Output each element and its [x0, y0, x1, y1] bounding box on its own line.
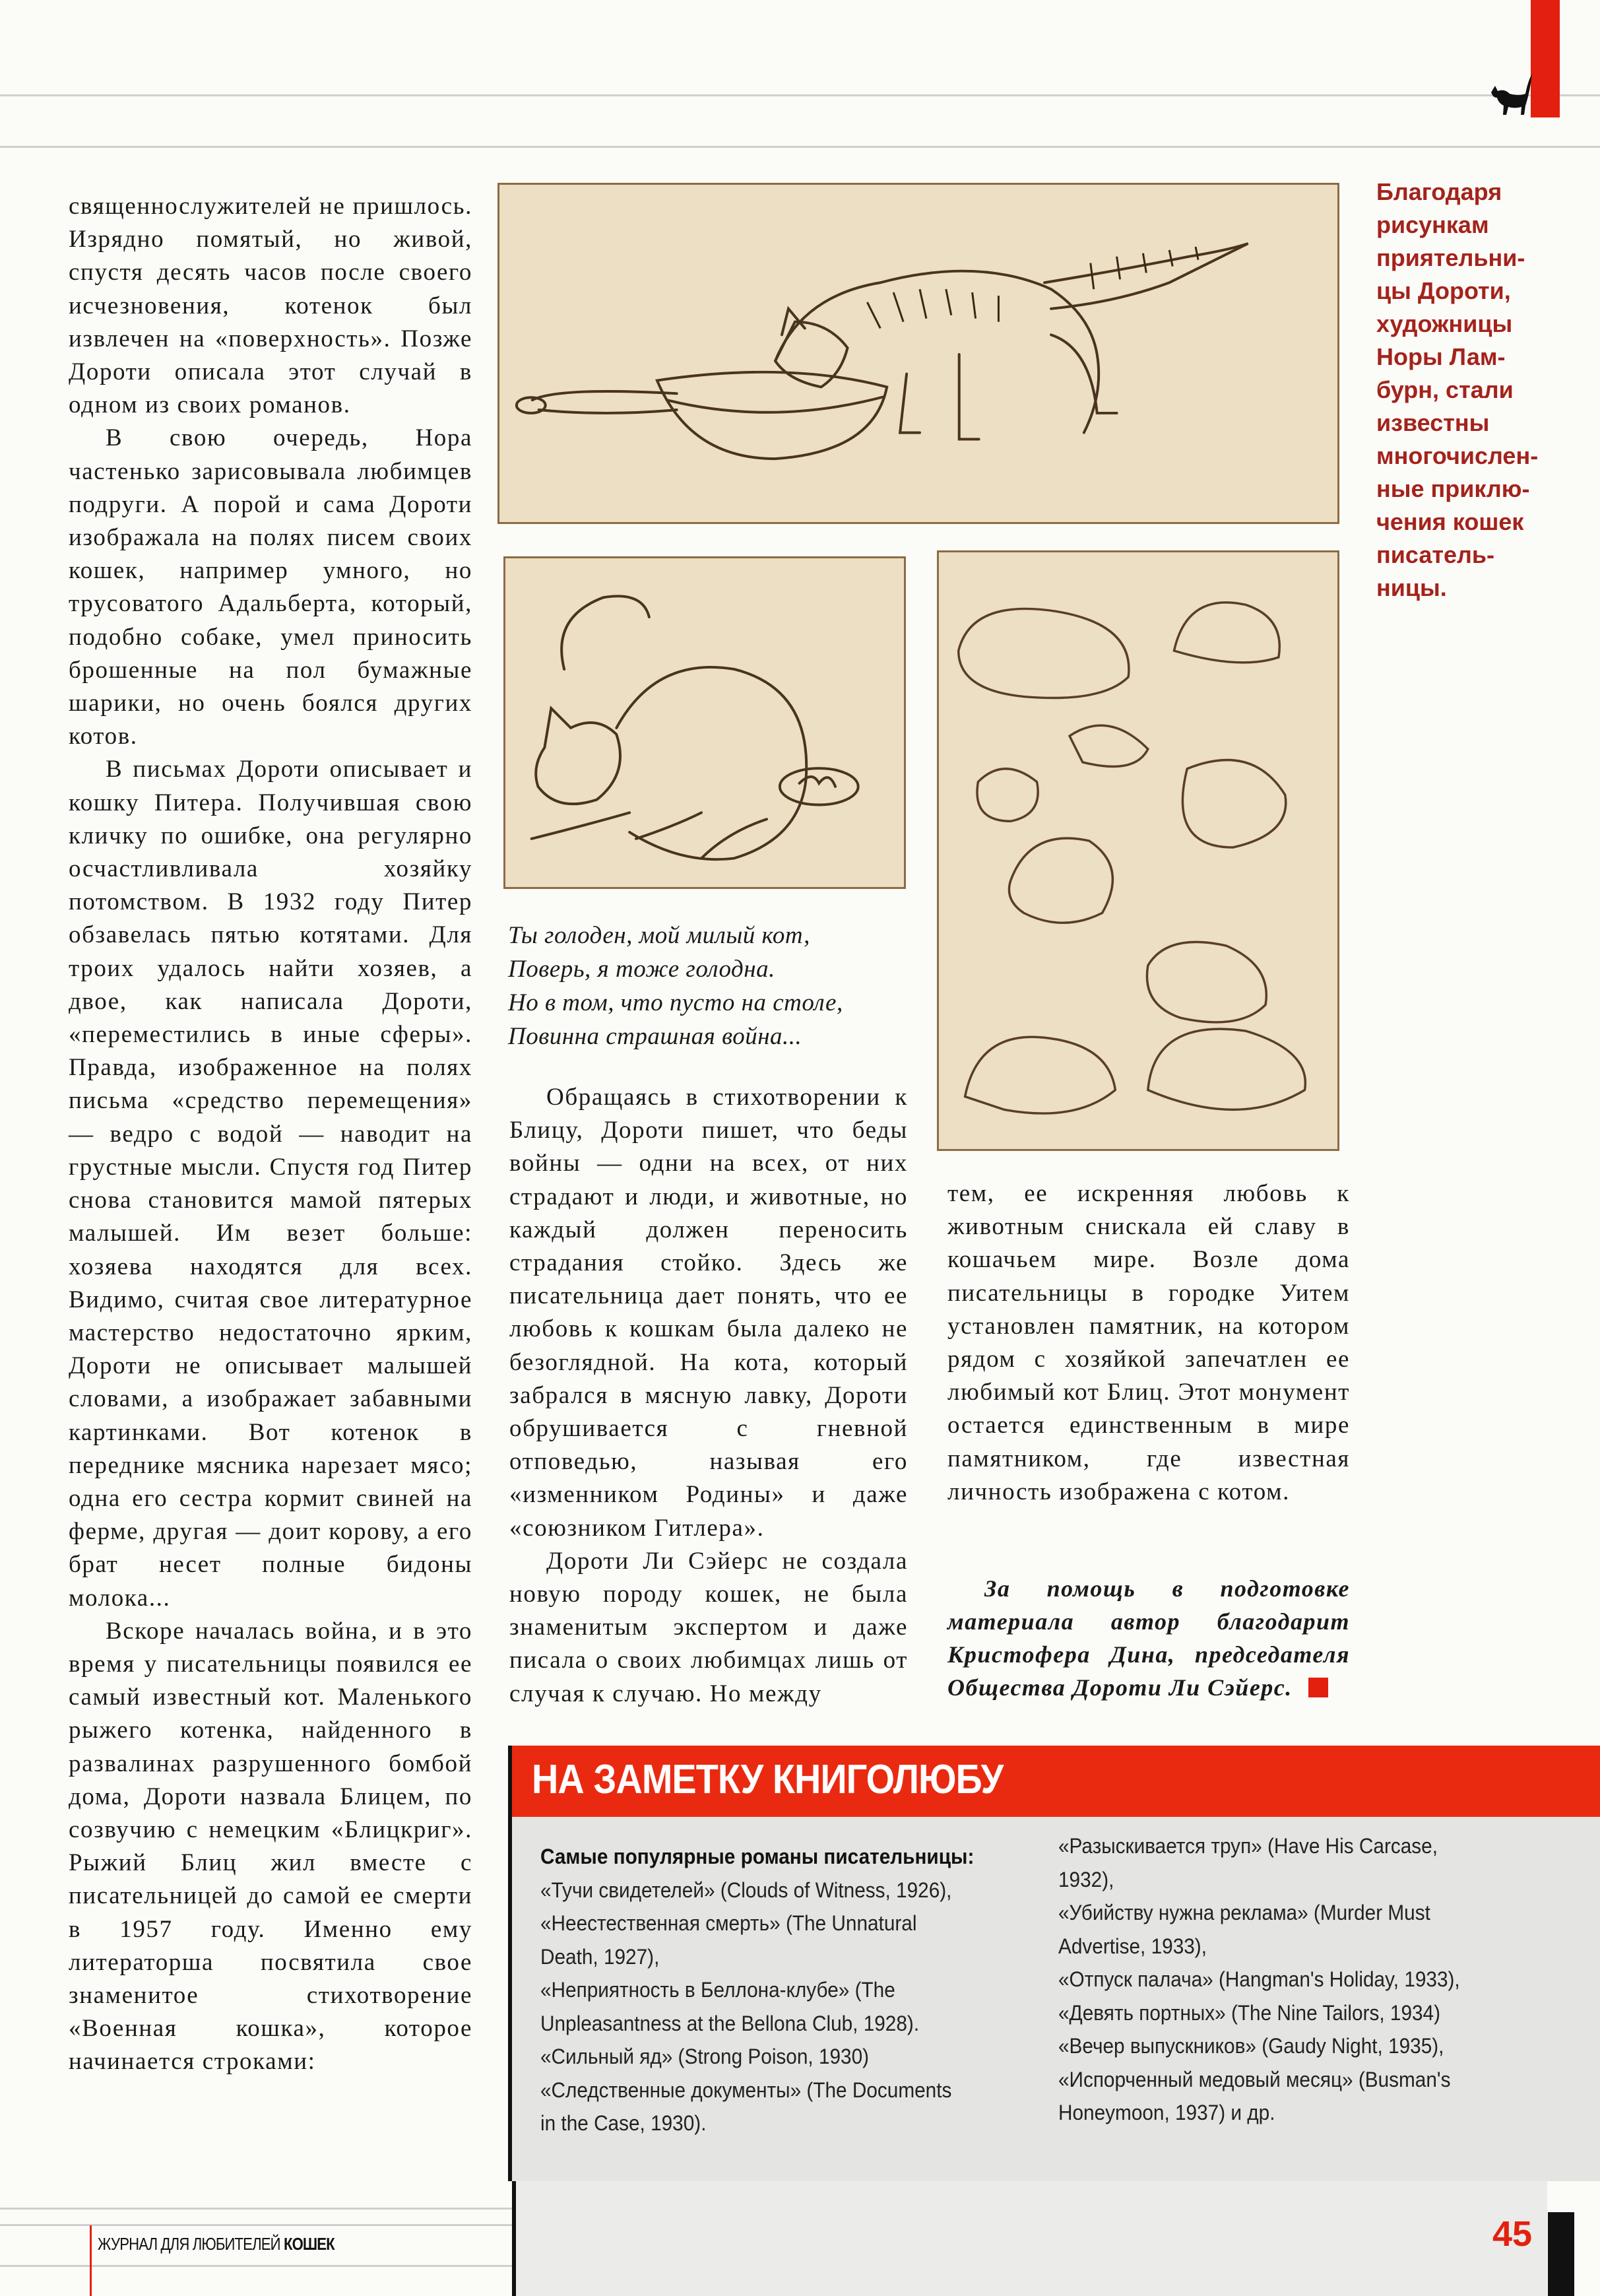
- illustration-cat-eating: [497, 183, 1339, 524]
- illustration-sleeping-cats: [937, 550, 1339, 1151]
- caption-line: известны: [1376, 409, 1490, 436]
- novel-list-right: [1058, 1829, 1460, 2130]
- article-paragraph: В свою очередь, Нора частенько зарисовывала любимцев подруги. А порой и сама Дороти изображала на полях писем своих кошек, например умного, но трусоватого Адальберта, который, подобно собаке, умел приносить брошенные на пол бумажные шарики, но очень боялся других котов.: [69, 424, 472, 750]
- cat-silhouette-icon: [1486, 66, 1539, 119]
- caption-line: Норы Лам-: [1376, 343, 1506, 370]
- poem-line: Поверь, я тоже голодна.: [508, 956, 775, 983]
- caption-line: бурн, стали: [1376, 376, 1514, 403]
- novel-list-line: «Тучи свидетелей» (Clouds of Witness, 1926),: [540, 1878, 952, 1902]
- end-mark-icon: [1308, 1678, 1328, 1697]
- novel-list-line: Unpleasantness at the Bellona Club, 1928).: [540, 2011, 920, 2035]
- footer-rule: [0, 2208, 512, 2210]
- novel-list-line: Honeymoon, 1937) и др.: [1058, 2101, 1275, 2124]
- novel-list-line: «Испорченный медовый месяц» (Busman's: [1058, 2067, 1451, 2091]
- article-left-column: [69, 190, 472, 2079]
- caption-line: художницы: [1376, 310, 1513, 337]
- caption-line: ные приклю-: [1376, 475, 1530, 502]
- magazine-name: [98, 2234, 335, 2254]
- page-number: 45: [1492, 2214, 1533, 2254]
- page-tab: [1548, 2212, 1574, 2296]
- novel-list-line: 1932),: [1058, 1867, 1114, 1891]
- poem-line: Повинна страшная война...: [508, 1023, 802, 1050]
- caption-line: чения кошек: [1376, 508, 1524, 535]
- poem-line: Ты голоден, мой милый кот,: [508, 922, 810, 949]
- article-paragraph: священнослужителей не пришлось. Изрядно помятый, но живой, спустя десять часов после своего исчезновения, котенок был извлечен на «поверхность». Позже Дороти описала этот случай в одном из своих романов.: [69, 193, 472, 419]
- footer-texture: [516, 2181, 1547, 2296]
- novel-list-line: «Разыскивается труп» (Have His Carcase,: [1058, 1834, 1438, 1858]
- novel-list-heading: Самые популярные романы писательницы:: [540, 1845, 975, 1868]
- novel-list-line: «Вечер выпускников» (Gaudy Night, 1935),: [1058, 2034, 1444, 2058]
- novel-list-left: [540, 1840, 974, 2140]
- caption-line: многочислен-: [1376, 442, 1539, 469]
- article-paragraph: В письмах Дороти описывает и кошку Питера. Получившая свою кличку по ошибке, она регулярно осчастливливала хозяйку потомством. В 1932 году Питер обзавелась пятью котятами. Для троих удалось найти хозяев, а двое, как написала Дороти, «переместились в иные сферы». Правда, изображенное на полях письма «средство перемещения» — ведро с водой — наводит на грустные мысли. Спустя год Питер снова становится мамой пятерых малышей. Им везет больше: хозяева находятся для всех. Видимо, считая свое литературное мастерство недостаточно ярким, Дороти не описывает малышей словами, а изображает забавными картинками. Вот котенок в переднике мясника нарезает мясо; одна его сестра кормит свиней на ферме, другая — доит корову, а его брат несет полные бидоны молока...: [69, 756, 472, 1612]
- image-caption: [1376, 176, 1574, 605]
- article-paragraph: Вскоре началась война, и в это время у писательницы появился ее самый известный кот. Маленького рыжего котенка, найденного в развалинах разрушенного бомбой дома, Дороти назвала Блицем, по созвучию с немецким «Блицкриг». Рыжий Блиц жил вместе с писательницей до самой ее смерти в 1957 году. Именно ему литераторша посвятила свое знаменитое стихотворение «Военная кошка», которое начинается строками:: [69, 1617, 472, 2076]
- novel-list-line: «Отпуск палача» (Hangman's Holiday, 1933),: [1058, 1967, 1460, 1991]
- novel-list-line: «Убийству нужна реклама» (Murder Must: [1058, 1901, 1430, 1924]
- novel-list-line: in the Case, 1930).: [540, 2111, 707, 2135]
- poem-line: Но в том, что пусто на столе,: [508, 989, 843, 1016]
- novel-list-line: «Следственные документы» (The Documents: [540, 2078, 952, 2102]
- illustration-crouching-cat: [503, 556, 906, 889]
- caption-line: цы Дороти,: [1376, 277, 1511, 304]
- header-rule: [0, 94, 1600, 96]
- header-rule: [0, 146, 1600, 148]
- box-title: НА ЗАМЕТКУ КНИГОЛЮБУ: [532, 1757, 1004, 1802]
- caption-line: писатель-: [1376, 541, 1494, 568]
- novel-list-line: «Сильный яд» (Strong Poison, 1930): [540, 2045, 870, 2068]
- booklover-note-box: [508, 1746, 1600, 2181]
- article-paragraph: тем, ее искренняя любовь к животным снискала ей славу в кошачьем мире. Возле дома писательницы в городке Уитем установлен памятник, на котором рядом с хозяйкой запечатлен ее любимый кот Блиц. Этот монумент остается единственным в мире памятником, где известная личность изображена с котом.: [947, 1180, 1350, 1505]
- caption-line: приятельни-: [1376, 244, 1525, 271]
- novel-list-line: «Неестественная смерть» (The Unnatural: [540, 1911, 917, 1935]
- novel-list-line: Death, 1927),: [540, 1944, 660, 1969]
- magazine-name-prefix: ЖУРНАЛ ДЛЯ ЛЮБИТЕЛЕЙ: [98, 2234, 284, 2254]
- article-middle-column: [509, 1081, 908, 1711]
- article-paragraph: Обращаясь в стихотворении к Блицу, Дороти пишет, что беды войны — одни на всех, от них страдают и люди, и животные, но каждый должен переносить страдания стойко. Здесь же писательница дает понять, что ее любовь к кошкам была далеко не безоглядной. На кота, который забрался в мясную лавку, Дороти обрушивается с гневной отповедью, называя его «изменником Родины» и даже «союзником Гитлера».: [509, 1084, 908, 1542]
- footer-rule: [0, 2265, 512, 2267]
- novel-list-line: Advertise, 1933),: [1058, 1934, 1207, 1958]
- footer-rule: [0, 2224, 512, 2226]
- caption-line: рисункам: [1376, 211, 1489, 238]
- footer-red-line: [90, 2225, 92, 2296]
- article-right-column: [947, 1177, 1350, 1509]
- poem-quote: [508, 919, 843, 1053]
- caption-line: Благодаря: [1376, 178, 1502, 205]
- box-header: [512, 1746, 1600, 1817]
- magazine-name-bold: КОШЕК: [283, 2234, 335, 2254]
- novel-list-line: «Неприятность в Беллона-клубе» (The: [540, 1978, 895, 2002]
- acknowledgment: [947, 1572, 1350, 1704]
- novel-list-line: «Девять портных» (The Nine Tailors, 1934): [1058, 2000, 1441, 2025]
- article-paragraph: Дороти Ли Сэйерс не создала новую породу кошек, не была знаменитым экспертом и даже писала о своих любимцах лишь от случая к случаю. Но между: [509, 1547, 908, 1707]
- caption-line: ницы.: [1376, 574, 1447, 601]
- acknowledgment-text: За помощь в подготовке материала автор благодарит Кристофера Дина, председателя Общества Дороти Ли Сэйерс.: [947, 1575, 1350, 1701]
